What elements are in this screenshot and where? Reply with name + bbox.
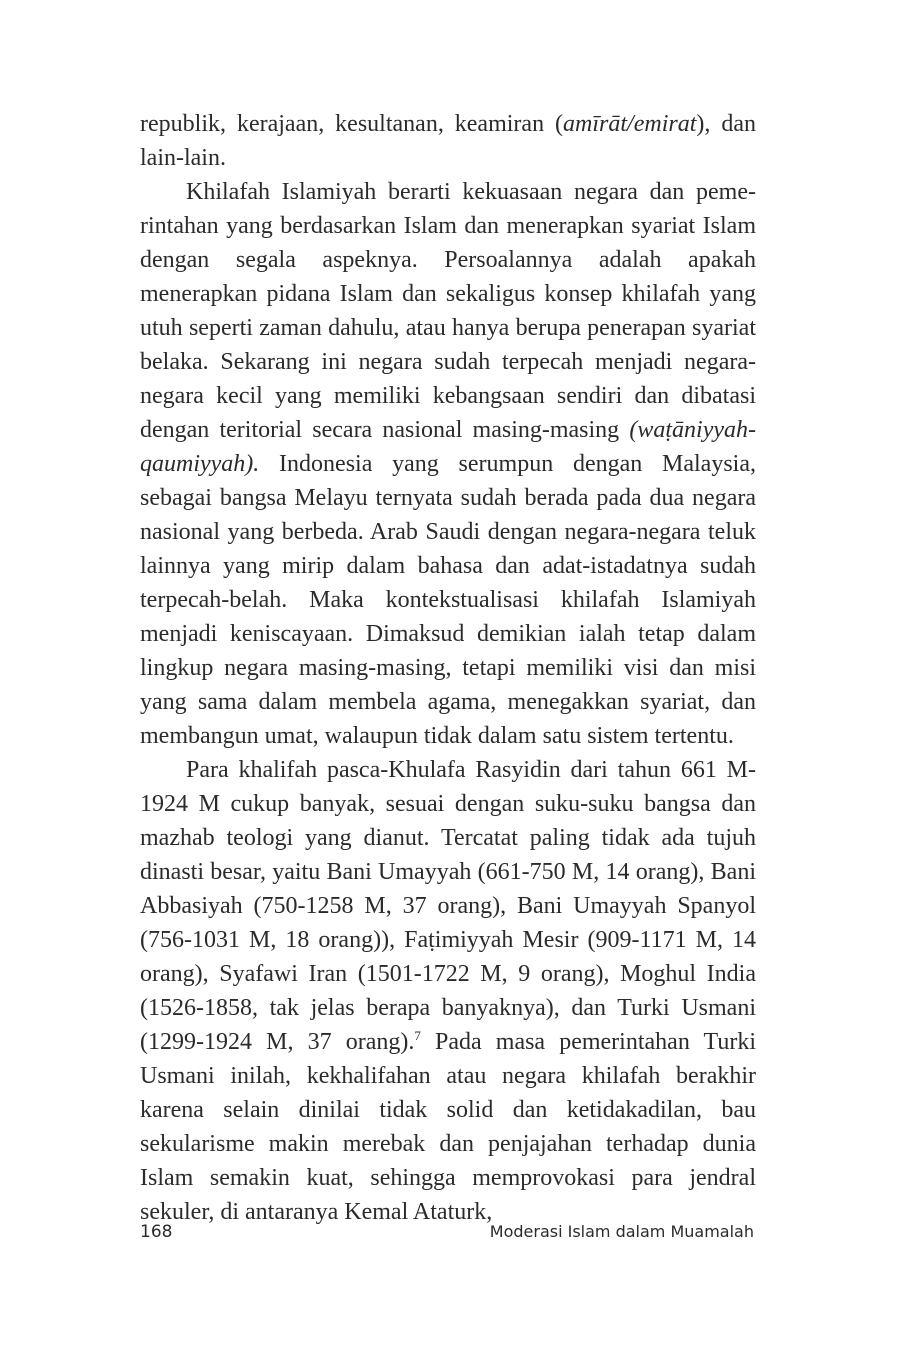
footnote-marker[interactable]: 7: [414, 1028, 421, 1043]
paragraph-2: [140, 175, 756, 753]
paragraph-3-text-a: Para khalifah pasca-Khulafa Rasyidin dari tahun 661 M-1924 M cukup banyak, sesuai dengan suku-suku bangsa dan mazhab teologi yang dianut. Tercatat paling tidak ada tujuh dinasti besar, yaitu Bani Umayyah (661-750 M, 14 orang), Bani Abbasiyah (750-1258 M, 37 orang), Bani Umayyah Spanyol (756-1031 M, 18 orang)), Faṭimiyyah Mesir (909-1171 M, 14 orang), Syafawi Iran (1501-1722 M, 9 orang), Moghul India (1526-1858, tak jelas berapa banyaknya), dan Turki Usmani (1299-1924 M, 37 orang).: [140, 757, 756, 1055]
running-title: Moderasi Islam dalam Muamalah: [489, 1222, 754, 1241]
body-text: [140, 107, 756, 1229]
paragraph-2-italic-term: (waṭāniyyah-qaumiyyah).: [140, 417, 756, 477]
paragraph-3: [140, 753, 756, 1229]
paragraph-1-text-a: republik, kerajaan, kesultanan, keamiran (: [140, 111, 564, 137]
paragraph-1: [140, 107, 756, 175]
page-number: 168: [140, 1222, 173, 1242]
paragraph-2-text-a: Khilafah Islamiyah berarti kekuasaan negara dan pemerintahan yang berdasarkan Islam dan menerapkan syariat Islam dengan segala aspeknya. Persoalannya adalah apakah menerapkan pidana Islam dan sekaligus konsep khilafah yang utuh seperti zaman dahulu, atau hanya berupa penerapan syariat belaka. Sekarang ini negara sudah terpecah menjadi negara-negara kecil yang memiliki kebangsaan sendiri dan dibatasi dengan teritorial secara nasional masing-masing: [140, 179, 756, 443]
paragraph-2-text-b: Indonesia yang serumpun dengan Malaysia, sebagai bangsa Melayu ternyata sudah berada pada dua negara nasional yang berbeda. Arab Saudi dengan negara-negara teluk lainnya yang mirip dalam bahasa dan adat-istadatnya sudah terpecah-belah. Maka kontekstualisasi khilafah Islamiyah menjadi keniscayaan. Dimaksud demikian ialah tetap dalam lingkup negara masing-masing, tetapi memiliki visi dan misi yang sama dalam membela agama, menegakkan syariat, dan membangun umat, walaupun tidak dalam satu sistem tertentu.: [140, 451, 756, 749]
paragraph-3-text-b: Pada masa pemerintahan Turki Usmani inilah, kekhalifahan atau negara khilafah berakhir karena selain dinilai tidak solid dan ketidakadilan, bau sekularisme makin merebak dan penjajahan terhadap dunia Islam semakin kuat, sehingga memprovokasi para jendral sekuler, di antaranya Kemal Ataturk,: [140, 1029, 756, 1225]
page-footer: [140, 1222, 756, 1248]
paragraph-1-text-b: ), dan lain-lain.: [140, 111, 756, 171]
paragraph-1-italic-term: amīrāt/emirat: [563, 111, 697, 137]
